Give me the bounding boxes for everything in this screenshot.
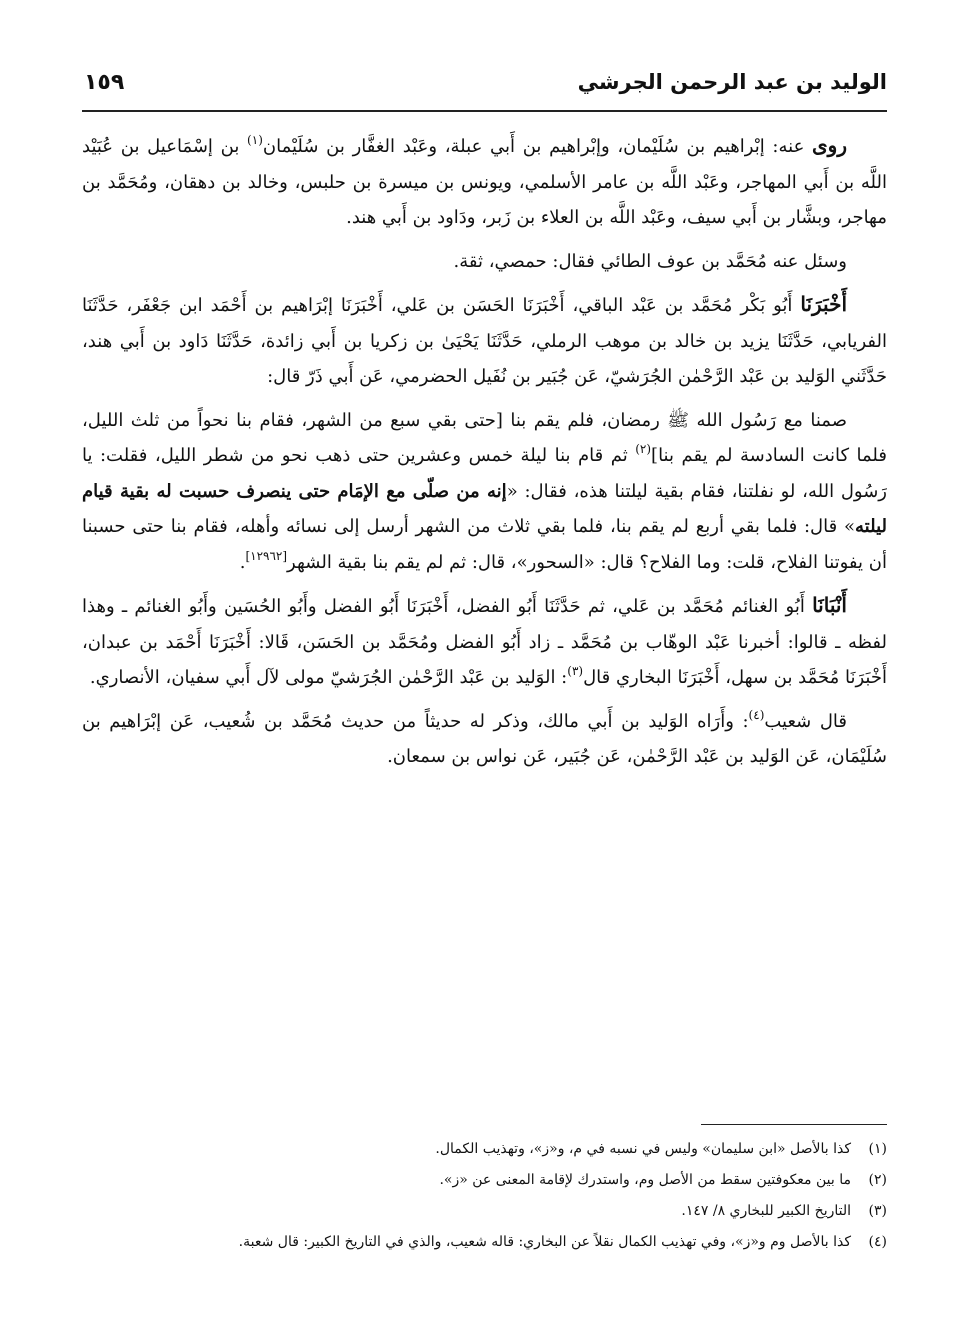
footnote	[82, 1227, 887, 1258]
footnote-ref-3: (٣)	[567, 664, 584, 678]
footnote	[82, 1196, 887, 1227]
footnote	[82, 1165, 887, 1196]
footnotes	[82, 1134, 887, 1284]
footnote-ref-1: (١)	[247, 133, 263, 147]
paragraph-isnad-1: أَخْبَرَنَا أَبُو بَكْر مُحَمَّد بن عَبْد الباقي، أَخْبَرَنَا الحَسَن بن عَلي، أَخْبَرَنَا إبْرَاهيم بن أَحْمَد ابن جَعْفَر، حَدَّثَنَا الفريابي، حَدَّثَنَا يزيد بن خالد بن موهب الرملي، حَدَّثَنَا يَحْيَىٰ بن زكريا بن أَبي زائدة، حَدَّثَنَا دَاود بن أَبي هند، حَدَّثَني الوَليد بن عَبْد الرَّحْمٰن الجُرَشيّ، عَن جُبَير بن نُفَيل الحضرمي، عَن أَبي ذَرّ قال:	[82, 292, 887, 387]
footnote-text: ما بين معكوفتين سقط من الأصل وم، واستدرك لإقامة المعنى عن «ز».	[439, 1172, 851, 1188]
footnote-separator	[701, 1124, 887, 1125]
running-title: الوليد بن عبد الرحمن الجرشي	[577, 70, 887, 94]
main-text	[82, 128, 887, 1106]
footnote	[82, 1134, 887, 1165]
footnote-text: كذا بالأصل وم و«ز»، وفي تهذيب الكمال نقلاً عن البخاري: قاله شعيب، والذي في التاريخ الكبير: قال شعبة.	[238, 1234, 851, 1250]
footnote-number: (٣)	[868, 1203, 887, 1219]
keyword-akhbarana: أَخْبَرَنَا	[800, 292, 847, 316]
header-rule	[82, 110, 887, 112]
paragraph-narrators: روى عنه: إبْراهيم بن سُلَيْمان، وإبْراهيم بن أَبي عبلة، وعَبْد الغفَّار بن سُلَيْمان$^{(١)}$ بن إسْمَاعيل بن عُبَيْد اللَّه بن أَبي المهاجر، وعَبْد اللَّه بن عامر الأسلمي، ويونس بن ميسرة بن حلبس، وخالد بن دهقان، ومُحَمَّد بن مهاجر، وبشَّار بن أَبي سيف، وعَبْد اللَّه بن العلاء بن زَبر، ودَاود بن أَبي هند.	[82, 133, 887, 228]
paragraph-shuayb: قال شعيب$^{(٤)}$: وأَرَاه الوَليد بن أَبي مالك، وذكر له حديثاً من حديث مُحَمَّد بن شُعيب، عَن إبْرَاهيم بن سُلَيْمَان، عَن الوَليد بن عَبْد الرَّحْمٰن، عَن جُبَير، عَن نواس بن سمعان.	[82, 707, 887, 767]
paragraph-assessment: وسئل عنه مُحَمَّد بن عوف الطائي فقال: حمصي، ثقة.	[453, 250, 847, 272]
page-number: ١٥٩	[84, 70, 125, 95]
page-header	[82, 62, 887, 106]
footnote-number: (٤)	[868, 1234, 887, 1250]
footnote-ref-4: (٤)	[748, 707, 765, 722]
footnote-number: (٢)	[868, 1172, 887, 1188]
keyword-rawa: روى	[812, 133, 847, 157]
footnote-number: (١)	[868, 1141, 887, 1157]
footnote-ref-2: (٢)	[635, 442, 652, 456]
keyword-anbana: أَنْبَانَا	[812, 593, 847, 617]
paragraph-isnad-2: أَنْبَانَا أَبُو الغنائم مُحَمَّد بن عَلي، ثم حَدَّثَنَا أَبُو الفضل، أَخْبَرَنَا أَبُو الفضل وأَبُو الحُسَين وأَبُو الغنائم ـ وهذا لفظه ـ قالوا: أخبرنا عَبْد الوهّاب بن مُحَمَّد ـ زاد أَبُو الفضل ومُحَمَّد بن الحَسَن، قَالا: أَخْبَرَنَا أَحْمَد بن عبدان، أَخْبَرَنَا مُحَمَّد بن سهل، أَخْبَرَنَا البخاري قال$^{(٣)}$: الوَليد بن عَبْد الرَّحْمٰن الجُرَشيّ مولى لآل أَبي سفيان، الأنصاري.	[82, 593, 887, 688]
footnote-text: كذا بالأصل «ابن سليمان» وليس في نسبه في م، و«ز»، وتهذيب الكمال.	[435, 1141, 851, 1157]
hadith-number: [١٢٩٦٢]	[245, 548, 288, 563]
hadith-quote: إنه من صلّى مع الإمَام حتى ينصرف حسبت له بقية قيام ليلته	[82, 480, 887, 537]
footnote-text: التاريخ الكبير للبخاري ٨/ ١٤٧.	[681, 1203, 851, 1219]
paragraph-hadith: صمنا مع رَسُول الله ﷺ رمضان، فلم يقم بنا [حتى بقي سبع من الشهر، فقام بنا نحواً من ثلث الليل، فلما كانت السادسة لم يقم بنا]$^{(٢)}$ ثم قام بنا ليلة خمس وعشرين حتى ذهب نحو من شطر الليل، فقلت: يا رَسُول الله، لو نفلتنا، فقام بقية ليلتنا هذه، فقال: «إنه من صلّى مع الإمَام حتى ينصرف حسبت له بقية قيام ليلته» قال: فلما بقي أربع لم يقم بنا، فلما بقي ثلاث من الشهر أرسل إلى نسائه وأهله، فقام بنا حتى حسبنا أن يفوتنا الفلاح، قلت: وما الفلاح؟ قال: «السحور»، قال: ثم لم يقم بنا بقية الشهر[١٢٩٦٢].	[82, 409, 887, 573]
